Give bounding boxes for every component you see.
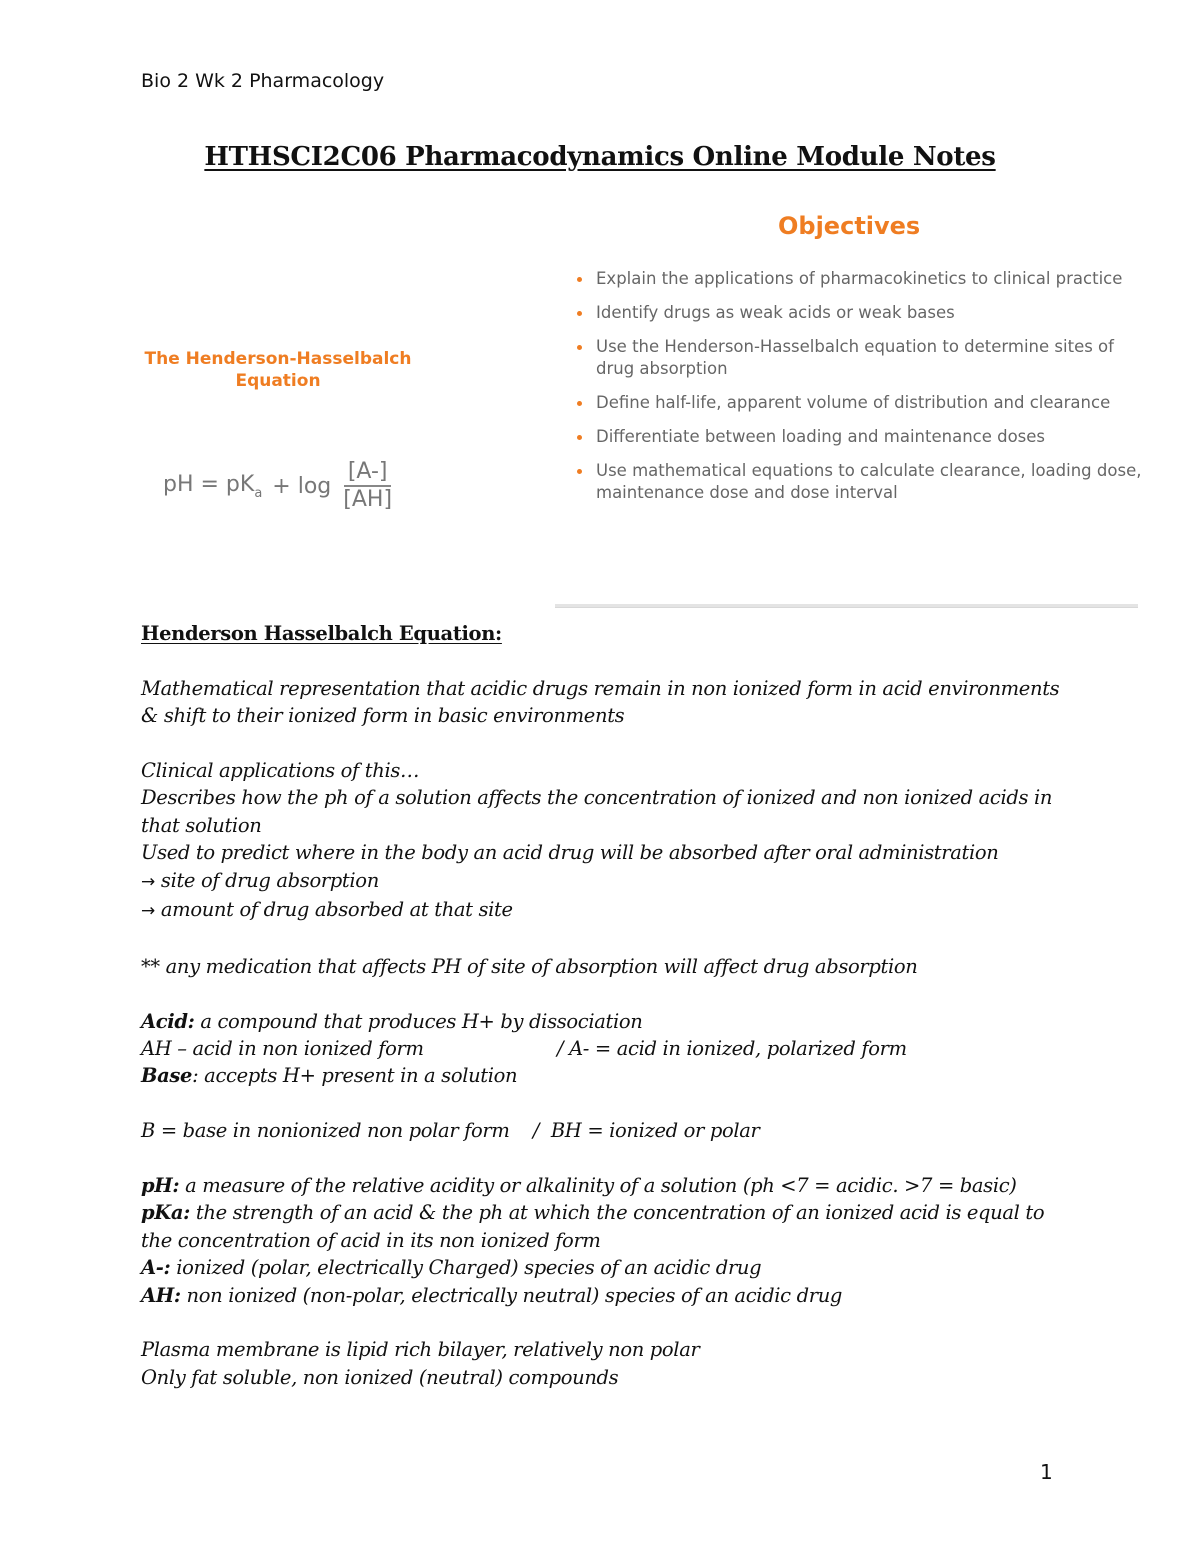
slide-image	[0, 200, 1200, 610]
arrow-item: → site of drug absorption	[141, 868, 379, 892]
objectives-title: Objectives	[778, 212, 921, 240]
objective-item: Differentiate between loading and maintenance doses	[575, 426, 1145, 448]
intro-paragraph: Mathematical representation that acidic drugs remain in non ionized form in acid environments & shift to their ionized form in basic environments	[141, 676, 1060, 728]
objective-item: Explain the applications of pharmacokinetics to clinical practice	[575, 268, 1145, 290]
section-heading: Henderson Hasselbalch Equation:	[141, 622, 502, 645]
equation-fraction	[343, 460, 392, 512]
absorption-note: ** any medication that affects PH of site of absorption will affect drug absorption	[141, 954, 918, 978]
bullet-icon	[577, 311, 582, 316]
ph-definition: pH: a measure of the relative acidity or alkalinity of a solution (ph <7 = acidic. >7 = basic)	[141, 1174, 1017, 1198]
arrow-item: → amount of drug absorbed at that site	[141, 898, 513, 922]
equation-lhs: pH = $pK_a$	[163, 471, 263, 501]
objective-item: Use the Henderson-Hasselbalch equation to determine sites of drug absorption	[575, 336, 1145, 380]
equation-subscript: a	[254, 485, 263, 501]
objective-item: Define half-life, apparent volume of distribution and clearance	[575, 392, 1145, 414]
clinical-line-2: Used to predict where in the body an acid drug will be absorbed after oral administration	[141, 841, 999, 865]
equation-denominator: [AH]	[343, 487, 393, 512]
base-forms-line: B = base in nonionized non polar form / BH = ionized or polar	[141, 1119, 760, 1143]
objectives-list	[575, 268, 1145, 516]
equation-plus-log: + log	[272, 473, 332, 499]
bullet-icon	[577, 469, 582, 474]
membrane-line-2: Only fat soluble, non ionized (neutral) compounds	[141, 1365, 619, 1389]
page-number: 1	[1040, 1460, 1053, 1484]
ah-line: AH – acid in non ionized form / A- = acid in ionized, polarized form	[141, 1037, 907, 1061]
document-title: HTHSCI2C06 Pharmacodynamics Online Module Notes	[204, 142, 996, 172]
henderson-hasselbalch-equation	[163, 460, 392, 512]
base-definition: Base: accepts H+ present in a solution	[141, 1064, 518, 1088]
hh-title-line-2: Equation	[235, 371, 321, 391]
clinical-heading: Clinical applications of this…	[141, 759, 420, 782]
hh-slide-title	[133, 348, 423, 392]
membrane-line-1: Plasma membrane is lipid rich bilayer, relatively non polar	[141, 1338, 700, 1362]
hh-title-line-1: The Henderson-Hasselbalch	[144, 349, 412, 369]
arrow-right-icon: →	[141, 871, 155, 892]
pka-definition: pKa: the strength of an acid & the ph at which the concentration of an ionized acid is equal to the concentration of acid in its non ionized form	[141, 1201, 1045, 1252]
bullet-icon	[577, 277, 582, 282]
objective-item: Identify drugs as weak acids or weak bases	[575, 302, 1145, 324]
clinical-line-1: Describes how the ph of a solution affects the concentration of ionized and non ionized acids in that solution	[141, 786, 1053, 837]
objective-item: Use mathematical equations to calculate clearance, loading dose, maintenance dose and dose interval	[575, 460, 1145, 504]
equation-numerator: [A-]	[344, 460, 392, 487]
notes-body	[141, 620, 1071, 1391]
a-minus-definition: A-: ionized (polar, electrically Charged) species of an acidic drug	[141, 1256, 762, 1280]
page-header: Bio 2 Wk 2 Pharmacology	[141, 70, 385, 92]
bullet-icon	[577, 401, 582, 406]
slide-divider	[555, 604, 1138, 608]
ah-definition: AH: non ionized (non-polar, electrically neutral) species of an acidic drug	[141, 1283, 843, 1307]
acid-definition: Acid: a compound that produces H+ by dissociation	[141, 1009, 643, 1033]
bullet-icon	[577, 435, 582, 440]
arrow-right-icon: →	[141, 901, 155, 922]
bullet-icon	[577, 345, 582, 350]
